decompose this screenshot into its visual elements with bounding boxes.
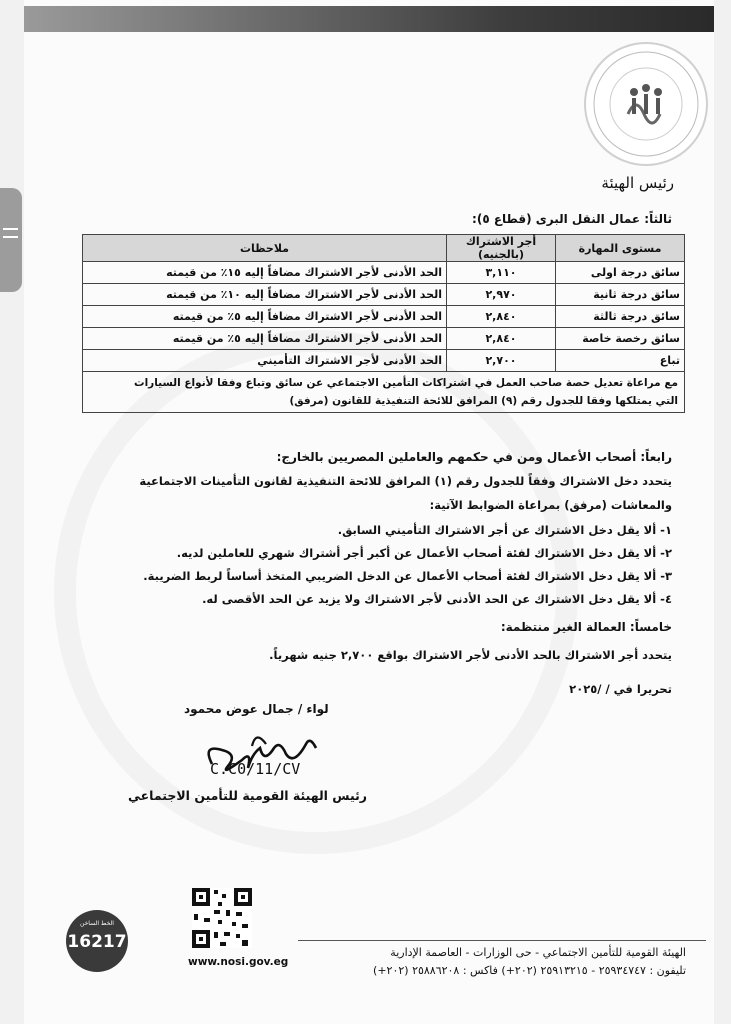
section4-heading: رابعاً: أصحاب الأعمال ومن في حكمهم والعاملين المصريين بالخارج:: [276, 450, 672, 464]
table-cell: تباع: [556, 350, 685, 372]
table-note-line: التي يمتلكها وفقا للجدول رقم (٩) المرافق للائحة التنفيذية للقانون (مرفق): [289, 395, 678, 407]
table-header: ملاحظات: [83, 235, 447, 262]
hotline-number: 16217: [67, 932, 127, 952]
table-header: أجر الاشتراك (بالجنيه): [447, 235, 556, 262]
table-cell: سائق درجة ثالثة: [556, 306, 685, 328]
footer-divider: [298, 940, 706, 941]
table-row: [83, 328, 685, 350]
table-row: [83, 284, 685, 306]
table-row: [83, 306, 685, 328]
list-item: ٢- ألا يقل دخل الاشتراك لفئة أصحاب الأعمال عن أكبر أجر أشتراك شهري للعاملين لديه.: [176, 546, 672, 560]
side-handle-tab[interactable]: [0, 188, 22, 292]
table-row: [83, 350, 685, 372]
signatory-title: رئيس الهيئة القومية للتأمين الاجتماعي: [128, 788, 367, 803]
table-cell: سائق درجة ثانية: [556, 284, 685, 306]
table-cell: ٢,٨٤٠: [447, 306, 556, 328]
table-cell: ٢,٩٧٠: [447, 284, 556, 306]
table-cell: ٣,١١٠: [447, 262, 556, 284]
table-note-row: [83, 372, 685, 413]
handle-line: [3, 236, 18, 238]
hotline-label: الخط الساخن: [80, 920, 114, 927]
table-cell: الحد الأدنى لأجر الاشتراك مضافاً إليه ٥٪ من قيمته: [83, 306, 447, 328]
table-cell: سائق درجة اولى: [556, 262, 685, 284]
document-page: [24, 0, 714, 1024]
table-row: [83, 262, 685, 284]
header-bar: [24, 6, 714, 32]
table-header: مستوى المهارة: [556, 235, 685, 262]
website-link[interactable]: www.nosi.gov.eg: [188, 956, 289, 968]
logo-emblem-icon: [586, 44, 706, 164]
table-cell: الحد الأدنى لأجر الاشتراك مضافاً إليه ١٠٪ من قيمته: [83, 284, 447, 306]
table-cell: ٢,٧٠٠: [447, 350, 556, 372]
section3-heading: ثالثاً: عمال النقل البرى (قطاع ٥):: [472, 212, 672, 226]
date-line: تحريرا في / /٢٠٢٥: [569, 682, 672, 696]
table-header-row: [83, 235, 685, 262]
table-cell: ٢,٨٤٠: [447, 328, 556, 350]
handle-line: [3, 228, 18, 230]
qr-pattern: [192, 888, 252, 948]
signatory-name: لواء / جمال عوض محمود: [184, 702, 329, 716]
qr-code-icon: [192, 888, 252, 948]
header-title: رئيس الهيئة: [601, 174, 674, 192]
organization-logo: [584, 42, 708, 166]
section4-intro-line: يتحدد دخل الاشتراك وفقاً للجدول رقم (١) المرافق للائحة التنفيذية لقانون التأمينات الاجتماعية: [139, 474, 672, 488]
table-note-line: مع مراعاة تعديل حصة صاحب العمل في اشتراكات التأمين الاجتماعي عن سائق وتباع وفقا لأنواع السيارات: [134, 377, 678, 389]
footer-phone: تليفون : ٢٥٩٣٤٧٤٧ - ٢٥٩١٣٢١٥ (٢٠٢+) فاكس : ٢٥٨٨٦٢٠٨ (٢٠٢+): [373, 964, 686, 977]
hotline-badge: [66, 910, 128, 972]
section5-heading: خامساً: العمالة الغير منتظمة:: [500, 620, 672, 634]
table-cell: الحد الأدنى لأجر الاشتراك مضافاً إليه ١٥٪ من قيمته: [83, 262, 447, 284]
table-note: [83, 372, 685, 413]
table-cell: سائق رخصة خاصة: [556, 328, 685, 350]
footer-address: الهيئة القومية للتأمين الاجتماعي - حى الوزارات - العاصمة الإدارية: [390, 946, 686, 959]
table-cell: الحد الأدنى لأجر الاشتراك التأميني: [83, 350, 447, 372]
table-cell: الحد الأدنى لأجر الاشتراك مضافاً إليه ٥٪ من قيمته: [83, 328, 447, 350]
list-item: ١- ألا يقل دخل الاشتراك عن أجر الاشتراك التأميني السابق.: [337, 523, 672, 537]
handwritten-date: C.C0/11/CV: [210, 760, 301, 778]
section4-intro-line: والمعاشات (مرفق) بمراعاة الضوابط الآتية:: [429, 498, 672, 512]
section5-text: يتحدد أجر الاشتراك بالحد الأدنى لأجر الاشتراك بواقع ٢,٧٠٠ جنيه شهرياً.: [269, 648, 672, 662]
list-item: ٣- ألا يقل دخل الاشتراك لفئة أصحاب الأعمال عن الدخل الضريبي المتخذ أساساً لربط الضريبة.: [143, 569, 672, 583]
fees-table: [82, 234, 685, 413]
list-item: ٤- ألا يقل دخل الاشتراك عن الحد الأدنى لأجر الاشتراك ولا يزيد عن الحد الأقصى له.: [202, 592, 672, 606]
